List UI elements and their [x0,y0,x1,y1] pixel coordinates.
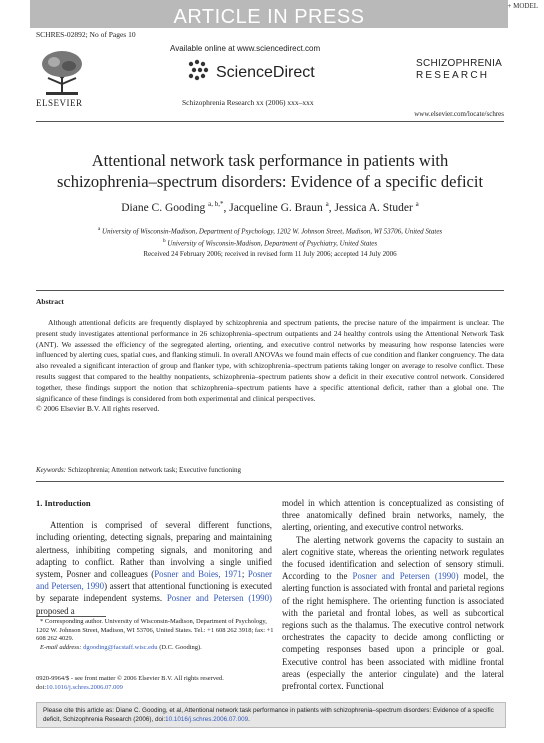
sciencedirect-logo-icon [186,58,214,82]
journal-logo-bottom: RESEARCH [416,70,490,81]
title-line-1: Attentional network task performance in patients with [91,151,449,170]
author-affil-sup: a [325,200,329,208]
abstract-heading: Abstract [36,297,64,306]
journal-url: www.elsevier.com/locate/schres [414,110,504,118]
citation-link[interactable]: Posner and Petersen, 1990 [36,569,272,592]
right-paragraph-1: model in which attention is conceptualized as consisting of three anatomically defined brain networks, namely, the alerting, orienting, and executive control networks. [282,498,504,533]
abstract-bottom-rule [36,481,504,482]
citation-link[interactable]: Posner and Petersen (1990) [352,571,459,582]
abstract-body [36,318,504,415]
abstract-top-rule [36,290,504,291]
affiliation-a: $^a$ University of Wisconsin-Madison, Department of Psychology, 1202 W. Johnson Street, Madison, WI 53706, United States [97,226,443,236]
footnote [36,618,274,652]
schizophrenia-research-logo [416,58,502,82]
corresponding-author-note: * Corresponding author. University of Wisconsin-Madison, Department of Psychology, 1202 W. Johnson Street, Madison, WI 53706, United States. Tel.: +1 608 262 3918; fax: +1 608 262 4029. [36,618,274,643]
article-dates: Received 24 February 2006; received in revised form 11 July 2006; accepted 14 July 2006 [143,250,397,258]
author-affil-sup: a, b,* [208,200,224,208]
header-rule [36,121,504,122]
journal-citation-line: Schizophrenia Research xx (2006) xxx–xxx [182,98,314,107]
author-name: Jessica A. Studer [334,201,413,214]
author-name: Diane C. Gooding [121,201,206,214]
cite-text: Please cite this article as: Diane C. Gooding, et al, Attentional network task performance in patients with schizophrenia–spectrum disorders: Evidence of a specific deficit, Schizophrenia Research (2006), doi: [43,707,494,723]
cite-this-article-box: Please cite this article as: Diane C. Gooding, et al, Attentional network task performance in patients with schizophrenia–spectrum disorders: Evidence of a specific deficit, Schizophrenia Research (2006), doi:10.1016/j.schres.2006.07.009. [36,702,506,728]
intro-paragraph-1: Attention is comprised of several different functions, including orienting, detecting signals, preparing and maintaining alertness, inhibiting competing signals, and monitoring and adapting to conflict. Rather than involving a single unified system, Posner and colleagues (Posner and Boies, 1971; Posner and Petersen, 1990) assert that attentional functioning is executed by separate independent systems. Posner and Petersen (1990) proposed a [36,520,272,616]
elsevier-wordmark: ELSEVIER [36,98,83,108]
abstract-text: Although attentional deficits are frequently displayed by schizophrenia and spectrum patients, the precise nature of the impairment is unclear. The present study investigates attentional performance in 26 schizophrenia–spectrum outpatients and 24 healthy controls using the Attentional Network Task (ANT). We assessed the efficiency of the segregated alerting, orienting, and executive control networks by measuring how response latencies were influenced by alerting cues, spatial cues, and flanking stimuli. In overall ANOVAs we found main effects of cue condition and flanker congruency. The data also revealed a significant interaction of group and flanker type, with schizophrenia–spectrum patients taking longer on average to resolve conflict. These results suggest that compared to the healthy nonpatients, schizophrenia–spectrum patients show a deficit in their executive control network. Considered together, these findings support the notion that schizophrenia–spectrum patients have a specific attentional deficit, rather than a global one. The significance of these findings is considered from both experimental and clinical perspectives. [36,318,504,403]
footnote-rule [36,616,106,617]
affiliations [36,224,504,249]
journal-logo-top: SCHIZOPHRENIA [416,58,503,69]
affiliation-b: $^b$ University of Wisconsin-Madison, Department of Psychiatry, United States [162,238,378,248]
email-note: E-mail address: dgooding@facstaff.wisc.edu (D.C. Gooding). [40,643,202,651]
available-online: Available online at www.sciencedirect.com [170,44,321,53]
keywords-list: Schizophrenia; Attention network task; Executive functioning [67,466,242,474]
journal-code: SCHRES-02892; No of Pages 10 [36,30,136,39]
doi-link[interactable]: 10.1016/j.schres.2006.07.009 [46,684,123,691]
author-name: Jacqueline G. Braun [229,201,323,214]
keywords [36,466,241,474]
elsevier-tree-logo [36,48,88,100]
right-column [282,497,504,692]
model-tag: + MODEL [507,2,538,10]
author-affil-sup: a [415,200,419,208]
author-list: Diane C. Gooding $^{a, b,*}$, Jacqueline G. Braun $^a$, Jessica A. Studer $^a$ [121,200,419,214]
left-column [36,497,272,617]
sciencedirect-wordmark: ScienceDirect [216,64,315,81]
article-in-press-banner: ARTICLE IN PRESS [30,0,508,28]
copyright-line: 0920-9964/$ - see front matter © 2006 Elsevier B.V. All rights reserved. [36,675,224,682]
section-heading: 1. Introduction [36,498,91,508]
email-link[interactable]: dgooding@facstaff.wisc.edu [83,643,158,651]
article-title [36,150,504,192]
cite-doi-link[interactable]: 10.1016/j.schres.2006.07.009 [165,716,249,723]
copyright-block [36,674,224,692]
citation-link[interactable]: Posner and Boies, 1971 [154,569,242,580]
keywords-label: Keywords: [36,466,67,474]
citation-link[interactable]: Posner and Petersen (1990) [166,593,272,604]
title-line-2: schizophrenia–spectrum disorders: Evidence of a specific deficit [56,172,484,191]
abstract-copyright: © 2006 Elsevier B.V. All rights reserved. [36,404,160,414]
right-paragraph-2: The alerting network governs the capacity to sustain an alert cognitive state, whereas the orienting network regulates the focused identification and selection of sensory stimuli. According to the Posner and Petersen (1990) model, the alerting function is associated with frontal and parietal regions of the right hemisphere. The orienting function is associated with the parietal and frontal lobes, as well as subcortical regions such as the thalamus. The executive control network orchestrates the capacity to decide among conflicting or competing responses based upon a principle or goal. Executive control has been associated with midline frontal areas (especially the anterior cingulate) and the lateral prefrontal cortex. Functional [282,534,504,692]
doi-line: doi:10.1016/j.schres.2006.07.009 [36,684,123,691]
